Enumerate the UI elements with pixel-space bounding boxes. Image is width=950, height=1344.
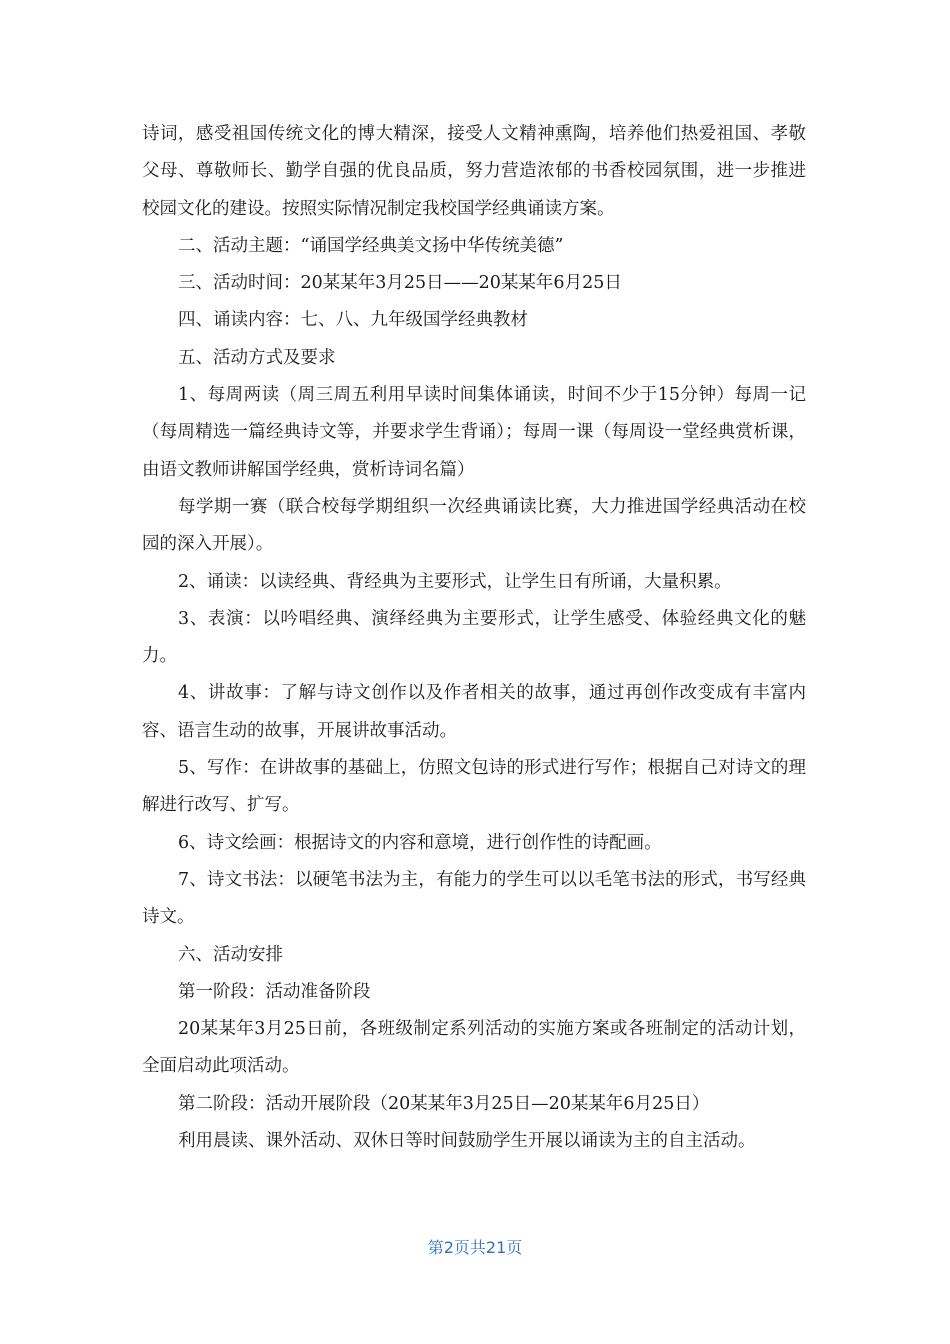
paragraph-item-1-contest: 每学期一赛（联合校每学期组织一次经典诵读比赛，大力推进国学经典活动在校园的深入开展）。 [142,496,806,555]
paragraph-item-3: 3、表演：以吟唱经典、演绎经典为主要形式，让学生感受、体验经典文化的魅力。 [142,608,806,667]
page-number-footer: 第2页共21页 [427,1238,523,1257]
paragraph-theme: 二、活动主题：“诵国学经典美文扬中华传统美德” [178,235,564,256]
paragraph-item-7: 7、诗文书法：以硬笔书法为主，有能力的学生可以以毛笔书法的形式，书写经典诗文。 [142,869,806,928]
paragraph-intro-continued: 诗词，感受祖国传统文化的博大精深，接受人文精神熏陶，培养他们热爱祖国、孝敬父母、尊敬师长、勤学自强的优良品质，努力营造浓郁的书香校园氛围，进一步推进校园文化的建设。按照实际情况制定我校国学经典诵读方案。 [142,124,806,219]
paragraph-item-6: 6、诗文绘画：根据诗文的内容和意境，进行创作性的诗配画。 [178,832,662,853]
paragraph-time: 三、活动时间：20某某年3月25日——20某某年6月25日 [178,273,622,294]
section-heading-methods: 五、活动方式及要求 [178,347,336,368]
paragraph-item-4: 4、讲故事：了解与诗文创作以及作者相关的故事，通过再创作改变成有丰富内容、语言生动的故事，开展讲故事活动。 [142,683,806,741]
paragraph-phase-1-body: 20某某年3月25日前，各班级制定系列活动的实施方案或各班制定的活动计划，全面启动此项活动。 [142,1019,806,1077]
paragraph-content: 四、诵读内容：七、八、九年级国学经典教材 [178,310,528,331]
paragraph-phase-1-title: 第一阶段：活动准备阶段 [178,981,371,1002]
paragraph-item-5: 5、写作：在讲故事的基础上，仿照文包诗的形式进行写作；根据自己对诗文的理解进行改写、扩写。 [142,758,806,816]
paragraph-phase-2-title: 第二阶段：活动开展阶段（20某某年3月25日—20某某年6月25日） [178,1093,710,1114]
paragraph-phase-2-body: 利用晨读、课外活动、双休日等时间鼓励学生开展以诵读为主的自主活动。 [178,1131,756,1152]
paragraph-item-1: 1、每周两读（周三周五利用早读时间集体诵读，时间不少于15分钟）每周一记（每周精选一篇经典诗文等，并要求学生背诵）；每周一课（每周设一堂经典赏析课，由语文教师讲解国学经典，赏析诗词名篇） [142,385,806,480]
document-body [142,116,806,1160]
paragraph-item-2: 2、诵读：以读经典、背经典为主要形式，让学生日有所诵，大量积累。 [178,571,732,592]
section-heading-schedule: 六、活动安排 [178,944,283,965]
